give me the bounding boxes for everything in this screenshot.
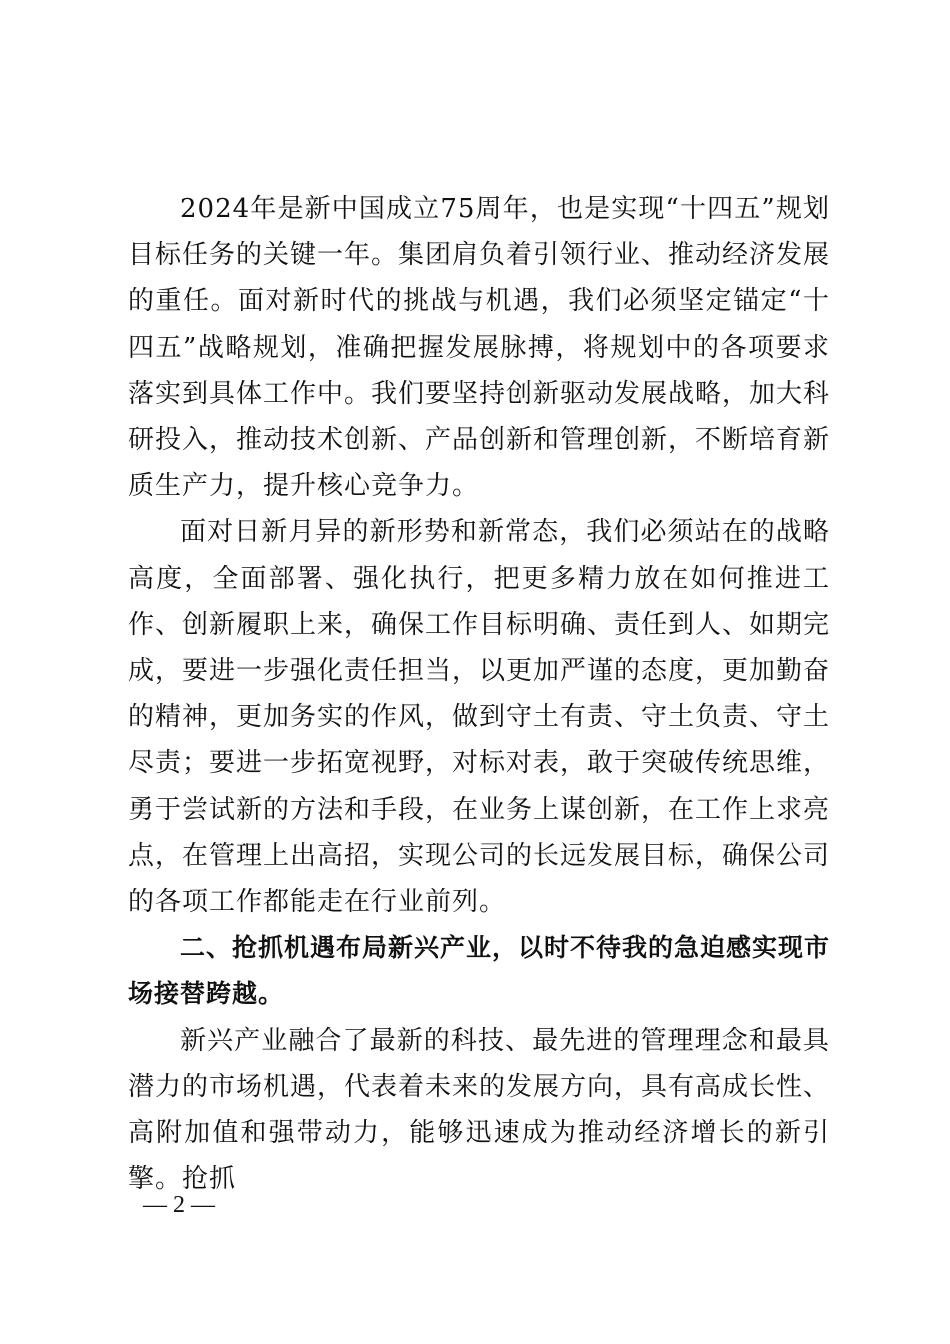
section-heading: 二、抢抓机遇布局新兴产业，以时不待我的急迫感实现市场接替跨越。	[128, 933, 831, 1009]
page-number: — 2 —	[143, 1192, 215, 1218]
body-paragraph-2: 面对日新月异的新形势和新常态，我们必须站在的战略高度，全面部署、强化执行，把更多精力放在如何推进工作、创新履职上来，确保工作目标明确、责任到人、如期完成，要进一步强化责任担当，以更加严谨的态度，更加勤奋的精神，更加务实的作风，做到守土有责、守土负责、守土尽责；要进一步拓宽视野，对标对表，敢于突破传统思维，勇于尝试新的方法和手段，在业务上谋创新，在工作上求亮点，在管理上出高招，实现公司的长远发展目标，确保公司的各项工作都能走在行业前列。	[128, 517, 831, 918]
body-paragraph-1: 2024年是新中国成立75周年，也是实现“十四五”规划目标任务的关键一年。集团肩负着引领行业、推动经济发展的重任。面对新时代的挑战与机遇，我们必须坚定锚定“十四五”战略规划，准确把握发展脉搏，将规划中的各项要求落实到具体工作中。我们要坚持创新驱动发展战略，加大科研投入，推动技术创新、产品创新和管理创新，不断培育新质生产力，提升核心竞争力。	[128, 194, 831, 502]
document-body	[128, 186, 830, 1202]
body-paragraph-3: 新兴产业融合了最新的科技、最先进的管理理念和最具潜力的市场机遇，代表着未来的发展方向，具有高成长性、高附加值和强带动力，能够迅速成为推动经济增长的新引擎。抢抓	[128, 1025, 831, 1195]
